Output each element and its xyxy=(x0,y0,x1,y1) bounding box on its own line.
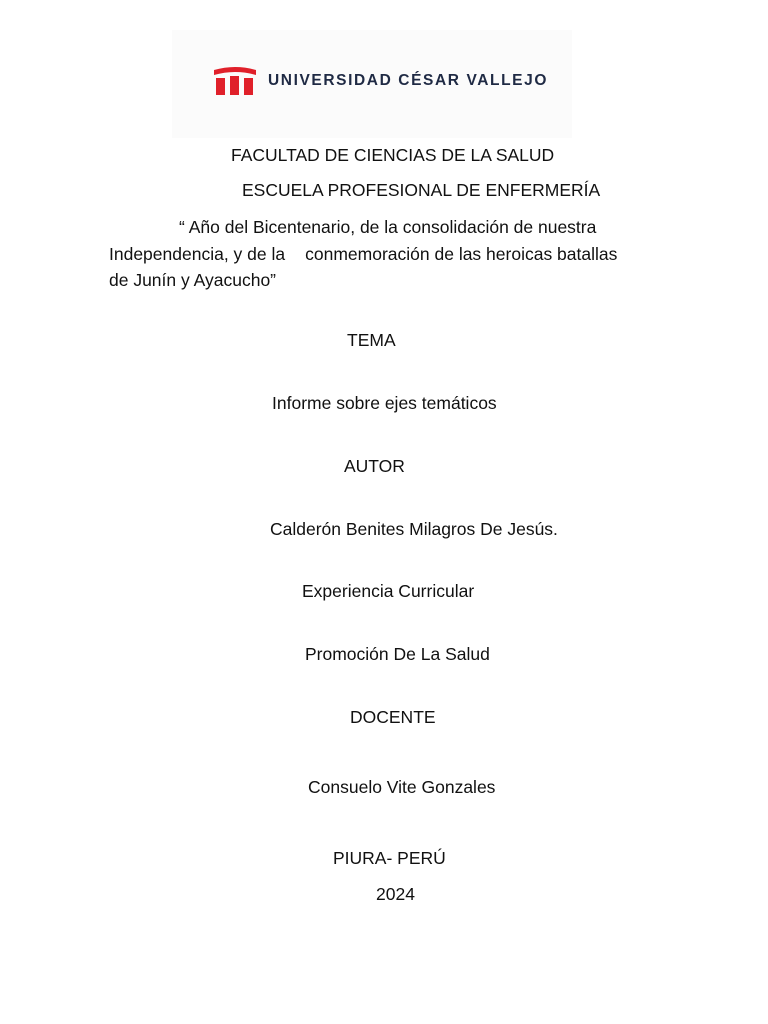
autor-label: AUTOR xyxy=(344,456,405,476)
docente-label: DOCENTE xyxy=(350,707,436,727)
year-motto xyxy=(109,214,669,294)
tema-value: Informe sobre ejes temáticos xyxy=(272,393,497,413)
experiencia-value: Promoción De La Salud xyxy=(305,644,490,664)
motto-line-2b: conmemoración de las heroicas batallas xyxy=(305,243,618,264)
faculty-title: FACULTAD DE CIENCIAS DE LA SALUD xyxy=(231,145,555,165)
autor-value: Calderón Benites Milagros De Jesús. xyxy=(270,519,558,539)
year: 2024 xyxy=(376,884,415,904)
logo-text: UNIVERSIDAD CÉSAR VALLEJO xyxy=(268,72,548,89)
experiencia-label: Experiencia Curricular xyxy=(302,581,475,601)
school-title: ESCUELA PROFESIONAL DE ENFERMERÍA xyxy=(242,180,601,200)
motto-line-1: “ Año del Bicentenario, de la consolidación de nuestra xyxy=(179,217,597,237)
university-logo xyxy=(172,30,572,138)
docente-value: Consuelo Vite Gonzales xyxy=(308,777,496,797)
motto-line-2a: Independencia, y de la xyxy=(109,243,286,264)
motto-line-2 xyxy=(109,241,669,268)
place: PIURA- PERÚ xyxy=(333,848,446,868)
tema-label: TEMA xyxy=(347,330,396,350)
university-emblem-icon xyxy=(212,66,258,96)
motto-line-3: de Junín y Ayacucho” xyxy=(109,270,277,290)
